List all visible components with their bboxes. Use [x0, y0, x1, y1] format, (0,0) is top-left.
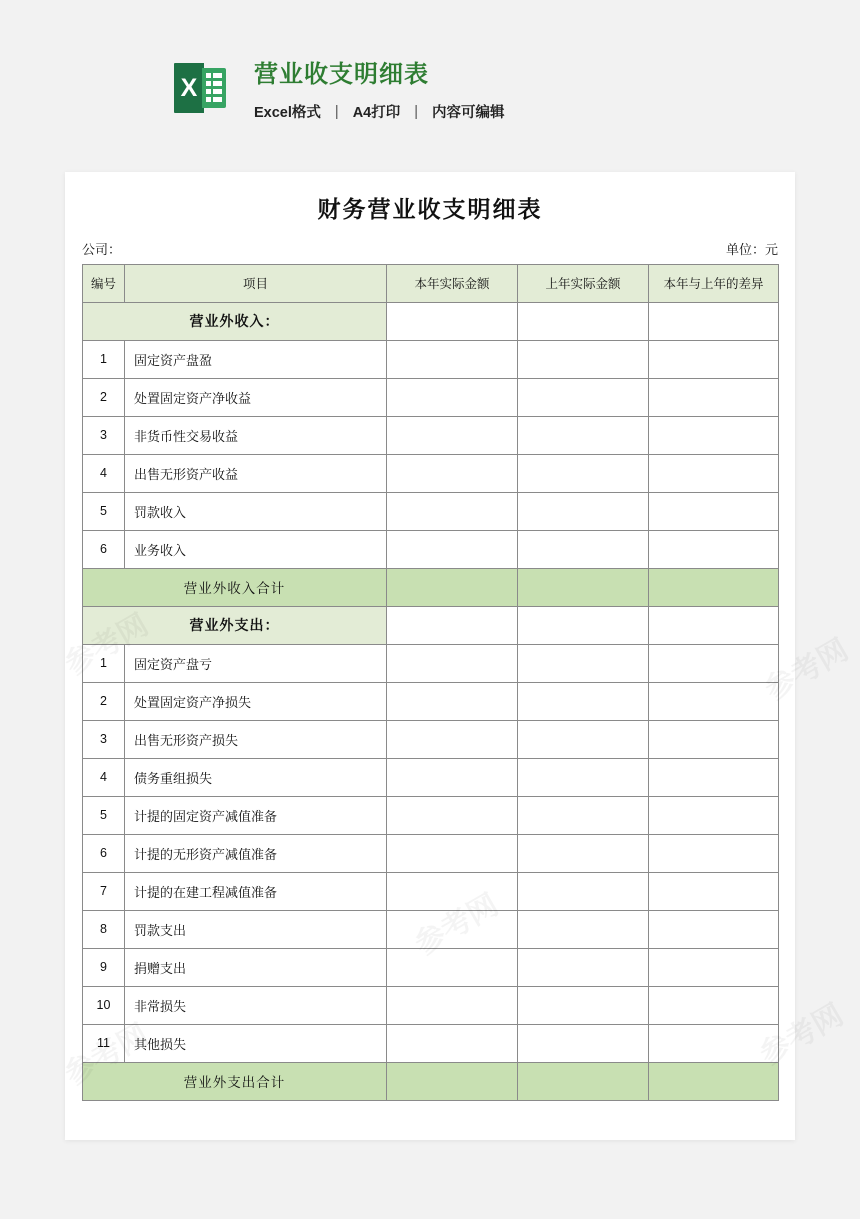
table-row	[83, 416, 779, 454]
row-number: 6	[83, 530, 125, 568]
row-previous-amount[interactable]	[518, 454, 649, 492]
table-row	[83, 758, 779, 796]
table-row	[83, 378, 779, 416]
row-current-amount[interactable]	[387, 416, 518, 454]
table-row	[83, 644, 779, 682]
row-current-amount[interactable]	[387, 986, 518, 1024]
row-difference[interactable]	[649, 530, 779, 568]
row-number: 7	[83, 872, 125, 910]
row-difference[interactable]	[649, 492, 779, 530]
row-previous-amount[interactable]	[518, 720, 649, 758]
row-item: 非常损失	[125, 986, 387, 1024]
row-difference[interactable]	[649, 758, 779, 796]
row-current-amount[interactable]	[387, 492, 518, 530]
row-previous-amount[interactable]	[518, 834, 649, 872]
table-header-row	[83, 264, 779, 302]
table-row	[83, 720, 779, 758]
table-row	[83, 530, 779, 568]
row-difference[interactable]	[649, 644, 779, 682]
row-difference[interactable]	[649, 1024, 779, 1062]
section-total-previous-amount[interactable]	[518, 568, 649, 606]
row-difference[interactable]	[649, 340, 779, 378]
row-number: 2	[83, 682, 125, 720]
row-current-amount[interactable]	[387, 872, 518, 910]
table-header	[83, 264, 779, 302]
row-number: 3	[83, 720, 125, 758]
row-item: 固定资产盘亏	[125, 644, 387, 682]
row-previous-amount[interactable]	[518, 682, 649, 720]
row-number: 8	[83, 910, 125, 948]
excel-icon-grid	[206, 73, 222, 103]
doc-meta-print: A4打印	[352, 105, 401, 122]
row-number: 5	[83, 492, 125, 530]
row-item: 计提的无形资产减值准备	[125, 834, 387, 872]
table-row	[83, 948, 779, 986]
excel-icon-right-panel	[202, 68, 226, 108]
doc-meta-list	[254, 101, 505, 122]
section-total-row	[83, 568, 779, 606]
section-heading-label: 营业外收入：	[83, 302, 387, 340]
section-heading-label: 营业外支出：	[83, 606, 387, 644]
ledger-table	[82, 264, 779, 1101]
row-difference[interactable]	[649, 720, 779, 758]
row-previous-amount[interactable]	[518, 492, 649, 530]
column-header-item: 项目	[125, 264, 387, 302]
row-item: 计提的固定资产减值准备	[125, 796, 387, 834]
row-current-amount[interactable]	[387, 530, 518, 568]
section-heading-difference-cell[interactable]	[649, 606, 779, 644]
row-item: 捐赠支出	[125, 948, 387, 986]
masthead	[172, 60, 505, 122]
row-number: 4	[83, 454, 125, 492]
row-number: 10	[83, 986, 125, 1024]
row-previous-amount[interactable]	[518, 378, 649, 416]
table-row	[83, 834, 779, 872]
row-difference[interactable]	[649, 834, 779, 872]
section-total-previous-amount[interactable]	[518, 1062, 649, 1100]
table-row	[83, 492, 779, 530]
excel-icon-letter: X	[180, 73, 198, 102]
column-header-difference: 本年与上年的差异	[649, 264, 779, 302]
section-total-row	[83, 1062, 779, 1100]
column-header-previous-amount: 上年实际金额	[518, 264, 649, 302]
doc-meta-format: Excel格式	[254, 105, 321, 122]
row-difference[interactable]	[649, 872, 779, 910]
row-difference[interactable]	[649, 416, 779, 454]
row-item: 出售无形资产收益	[125, 454, 387, 492]
masthead-text	[254, 60, 505, 122]
doc-meta-separator-1: |	[334, 103, 339, 120]
row-difference[interactable]	[649, 986, 779, 1024]
table-row	[83, 910, 779, 948]
row-current-amount[interactable]	[387, 758, 518, 796]
row-current-amount[interactable]	[387, 454, 518, 492]
section-total-current-amount[interactable]	[387, 1062, 518, 1100]
row-difference[interactable]	[649, 796, 779, 834]
row-item: 计提的在建工程减值准备	[125, 872, 387, 910]
row-item: 出售无形资产损失	[125, 720, 387, 758]
section-heading-row	[83, 606, 779, 644]
row-number: 1	[83, 644, 125, 682]
row-current-amount[interactable]	[387, 340, 518, 378]
row-item: 处置固定资产净损失	[125, 682, 387, 720]
row-current-amount[interactable]	[387, 1024, 518, 1062]
row-current-amount[interactable]	[387, 644, 518, 682]
row-previous-amount[interactable]	[518, 948, 649, 986]
section-total-label: 营业外收入合计	[83, 568, 387, 606]
table-row	[83, 872, 779, 910]
row-number: 11	[83, 1024, 125, 1062]
row-difference[interactable]	[649, 454, 779, 492]
row-number: 2	[83, 378, 125, 416]
row-difference[interactable]	[649, 910, 779, 948]
row-item: 罚款收入	[125, 492, 387, 530]
column-header-current-amount: 本年实际金额	[387, 264, 518, 302]
table-row	[83, 454, 779, 492]
row-previous-amount[interactable]	[518, 530, 649, 568]
doc-meta-separator-2: |	[414, 103, 419, 120]
row-item: 固定资产盘盈	[125, 340, 387, 378]
section-total-difference[interactable]	[649, 568, 779, 606]
company-label: 公司：	[82, 241, 122, 257]
table-body	[83, 302, 779, 1100]
table-row	[83, 340, 779, 378]
sheet-subline	[65, 224, 795, 264]
section-heading-row	[83, 302, 779, 340]
excel-file-icon	[172, 60, 228, 116]
row-number: 6	[83, 834, 125, 872]
row-current-amount[interactable]	[387, 910, 518, 948]
row-difference[interactable]	[649, 948, 779, 986]
row-current-amount[interactable]	[387, 834, 518, 872]
section-total-label: 营业外支出合计	[83, 1062, 387, 1100]
section-heading-current-cell[interactable]	[387, 302, 518, 340]
table-row	[83, 796, 779, 834]
row-number: 5	[83, 796, 125, 834]
row-current-amount[interactable]	[387, 378, 518, 416]
row-item: 非货币性交易收益	[125, 416, 387, 454]
sheet-title: 财务营业收支明细表	[317, 196, 543, 222]
section-heading-previous-cell[interactable]	[518, 302, 649, 340]
row-current-amount[interactable]	[387, 720, 518, 758]
row-difference[interactable]	[649, 682, 779, 720]
section-heading-previous-cell[interactable]	[518, 606, 649, 644]
column-header-no: 编号	[83, 264, 125, 302]
row-number: 4	[83, 758, 125, 796]
page-title: 营业收支明细表	[254, 61, 429, 88]
row-number: 1	[83, 340, 125, 378]
row-previous-amount[interactable]	[518, 1024, 649, 1062]
row-item: 罚款支出	[125, 910, 387, 948]
row-previous-amount[interactable]	[518, 758, 649, 796]
row-current-amount[interactable]	[387, 796, 518, 834]
row-current-amount[interactable]	[387, 948, 518, 986]
row-item: 业务收入	[125, 530, 387, 568]
section-total-difference[interactable]	[649, 1062, 779, 1100]
row-item: 处置固定资产净收益	[125, 378, 387, 416]
unit-label: 单位：元	[725, 241, 778, 257]
row-previous-amount[interactable]	[518, 872, 649, 910]
excel-icon-left-panel	[174, 63, 204, 113]
row-previous-amount[interactable]	[518, 910, 649, 948]
section-heading-current-cell[interactable]	[387, 606, 518, 644]
section-heading-difference-cell[interactable]	[649, 302, 779, 340]
row-difference[interactable]	[649, 378, 779, 416]
row-item: 债务重组损失	[125, 758, 387, 796]
row-previous-amount[interactable]	[518, 796, 649, 834]
row-number: 9	[83, 948, 125, 986]
row-previous-amount[interactable]	[518, 644, 649, 682]
row-previous-amount[interactable]	[518, 986, 649, 1024]
row-previous-amount[interactable]	[518, 340, 649, 378]
row-current-amount[interactable]	[387, 682, 518, 720]
table-row	[83, 986, 779, 1024]
doc-meta-editable: 内容可编辑	[432, 105, 505, 122]
row-number: 3	[83, 416, 125, 454]
table-row	[83, 682, 779, 720]
table-row	[83, 1024, 779, 1062]
row-previous-amount[interactable]	[518, 416, 649, 454]
section-total-current-amount[interactable]	[387, 568, 518, 606]
row-item: 其他损失	[125, 1024, 387, 1062]
document-preview-card	[65, 172, 795, 1140]
